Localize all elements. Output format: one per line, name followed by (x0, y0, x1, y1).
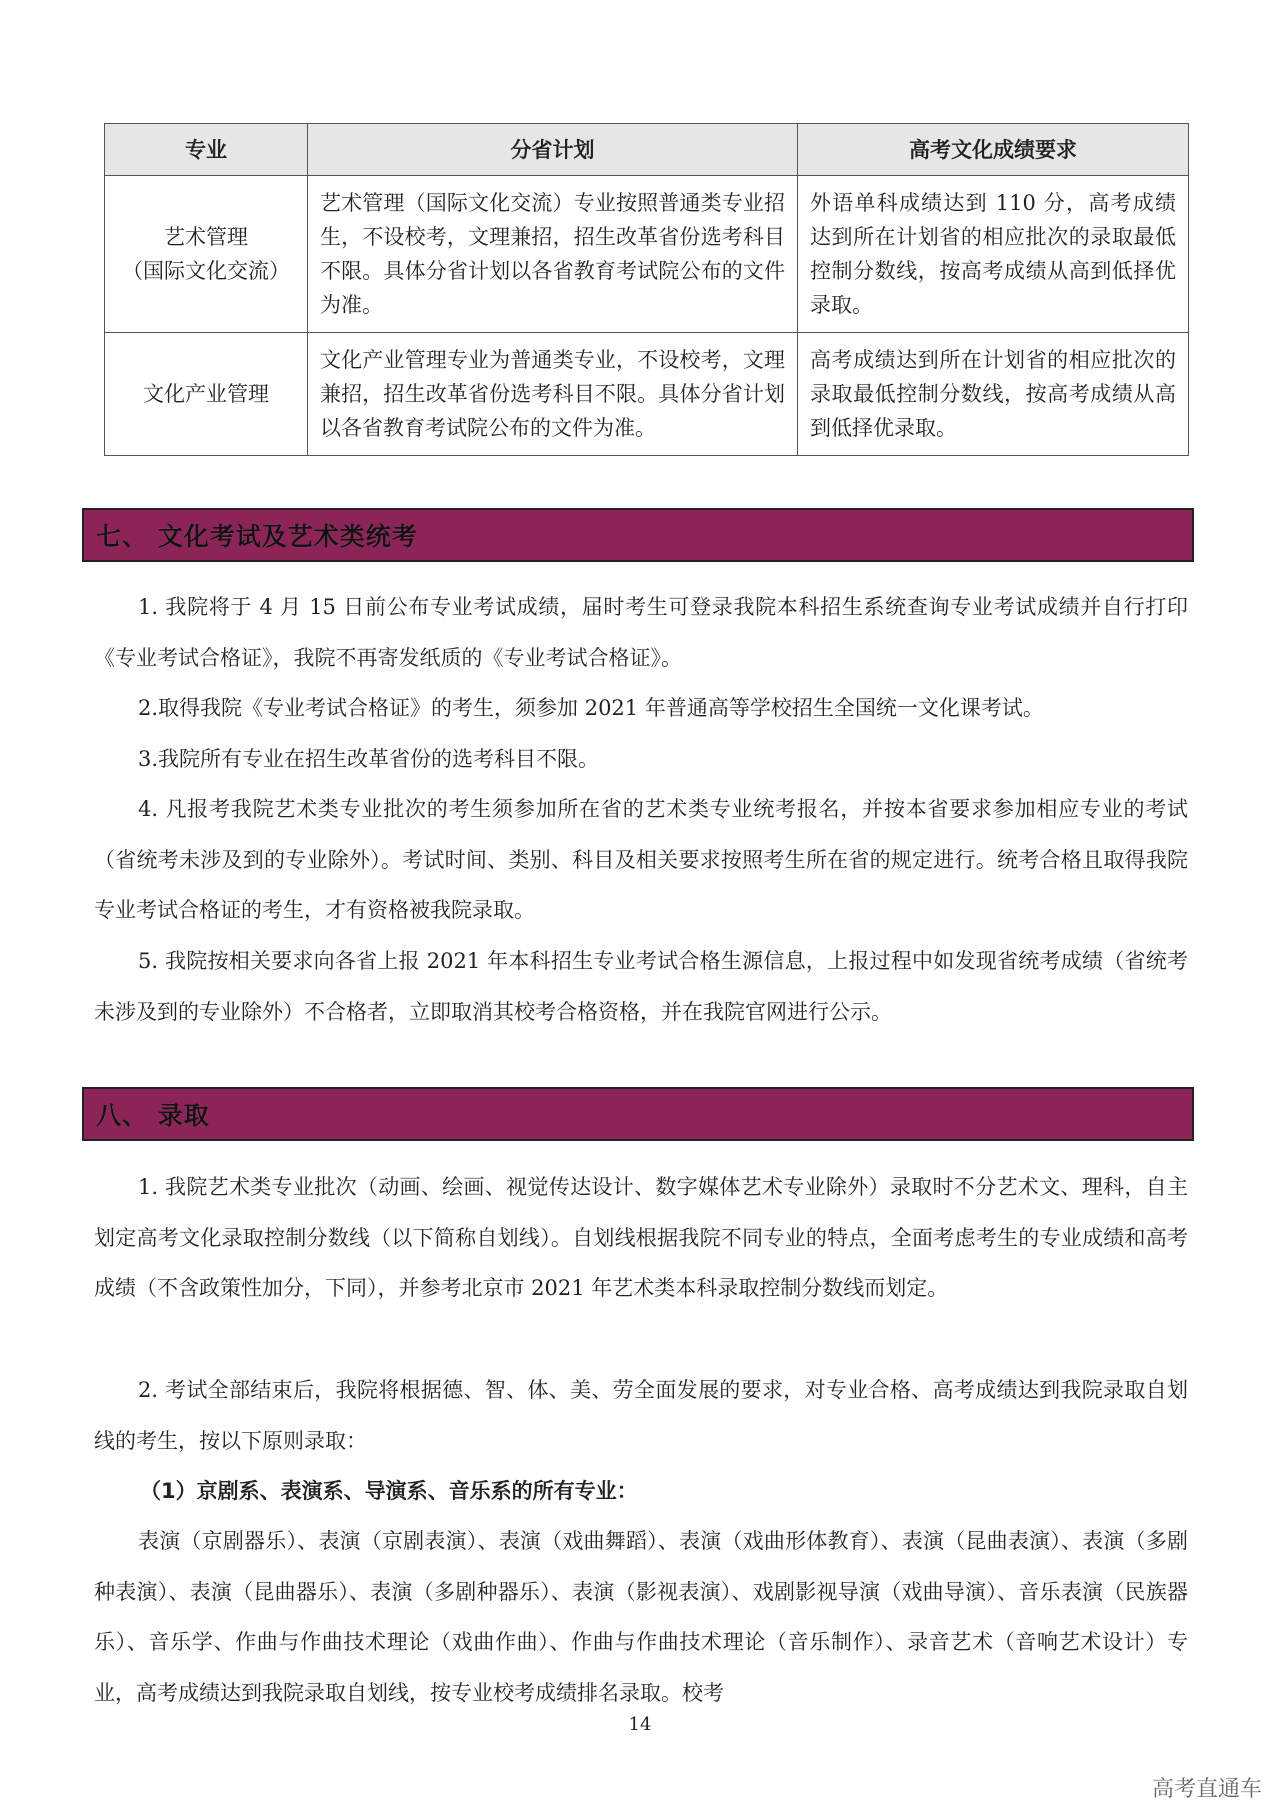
admission-plan-table (104, 123, 1189, 456)
table-row (105, 176, 1189, 333)
cell-plan: 文化产业管理专业为普通类专业，不设校考，文理兼招，招生改革省份选考科目不限。具体分省计划以各省教育考试院公布的文件为准。 (308, 333, 798, 456)
section-8-paragraph-3: 表演（京剧器乐）、表演（京剧表演）、表演（戏曲舞蹈）、表演（戏曲形体教育）、表演（昆曲表演）、表演（多剧种表演）、表演（昆曲器乐）、表演（多剧种器乐）、表演（影视表演）、戏剧影视导演（戏曲导演）、音乐表演（民族器乐）、音乐学、作曲与作曲技术理论（戏曲作曲）、作曲与作曲技术理论（音乐制作）、录音艺术（音响艺术设计）专业，高考成绩达到我院录取自划线，按专业校考成绩排名录取。校考 (94, 1529, 1188, 1705)
section-7-paragraph-3: 3.我院所有专业在招生改革省份的选考科目不限。 (138, 747, 600, 771)
cell-major: 艺术管理 （国际文化交流） (105, 176, 308, 333)
table-row (105, 333, 1189, 456)
cell-major: 文化产业管理 (105, 333, 308, 456)
section-7-heading (82, 508, 1194, 562)
cell-requirement: 外语单科成绩达到 110 分，高考成绩达到所在计划省的相应批次的录取最低控制分数线，按高考成绩从高到低择优录取。 (798, 176, 1189, 333)
section-8-paragraph-2: 2. 考试全部结束后，我院将根据德、智、体、美、劳全面发展的要求，对专业合格、高考成绩达到我院录取自划线的考生，按以下原则录取： (94, 1378, 1188, 1453)
section-8-paragraph-1: 1. 我院艺术类专业批次（动画、绘画、视觉传达设计、数字媒体艺术专业除外）录取时不分艺术文、理科，自主划定高考文化录取控制分数线（以下简称自划线）。自划线根据我院不同专业的特点，全面考虑考生的专业成绩和高考成绩（不含政策性加分，下同），并参考北京市 2021 年艺术类本科录取控制分数线而划定。 (94, 1175, 1188, 1300)
header-requirement: 高考文化成绩要求 (798, 124, 1189, 176)
cell-requirement: 高考成绩达到所在计划省的相应批次的录取最低控制分数线，按高考成绩从高到低择优录取。 (798, 333, 1189, 456)
section-7-paragraph-4: 4. 凡报考我院艺术类专业批次的考生须参加所在省的艺术类专业统考报名，并按本省要求参加相应专业的考试（省统考未涉及到的专业除外）。考试时间、类别、科目及相关要求按照考生所在省的规定进行。统考合格且取得我院专业考试合格证的考生，才有资格被我院录取。 (94, 797, 1188, 922)
section-7-paragraph-1: 1. 我院将于 4 月 15 日前公布专业考试成绩，届时考生可登录我院本科招生系统查询专业考试成绩并自行打印《专业考试合格证》，我院不再寄发纸质的《专业考试合格证》。 (94, 595, 1188, 670)
section-8-heading (82, 1087, 1194, 1141)
watermark: 高考直通车 (1151, 1777, 1262, 1802)
section-8-subheading: （1）京剧系、表演系、导演系、音乐系的所有专业： (140, 1479, 638, 1503)
section-7-paragraph-2: 2.取得我院《专业考试合格证》的考生，须参加 2021 年普通高等学校招生全国统一文化课考试。 (138, 696, 1044, 720)
cell-plan: 艺术管理（国际文化交流）专业按照普通类专业招生，不设校考，文理兼招，招生改革省份选考科目不限。具体分省计划以各省教育考试院公布的文件为准。 (308, 176, 798, 333)
section-8-title: 八、 录取 (96, 1101, 210, 1130)
header-plan: 分省计划 (308, 124, 798, 176)
header-major: 专业 (105, 124, 308, 176)
section-7-title: 七、 文化考试及艺术类统考 (96, 522, 418, 551)
page-number: 14 (628, 1714, 652, 1735)
section-7-paragraph-5: 5. 我院按相关要求向各省上报 2021 年本科招生专业考试合格生源信息，上报过程中如发现省统考成绩（省统考未涉及到的专业除外）不合格者，立即取消其校考合格资格，并在我院官网进行公示。 (94, 949, 1188, 1024)
